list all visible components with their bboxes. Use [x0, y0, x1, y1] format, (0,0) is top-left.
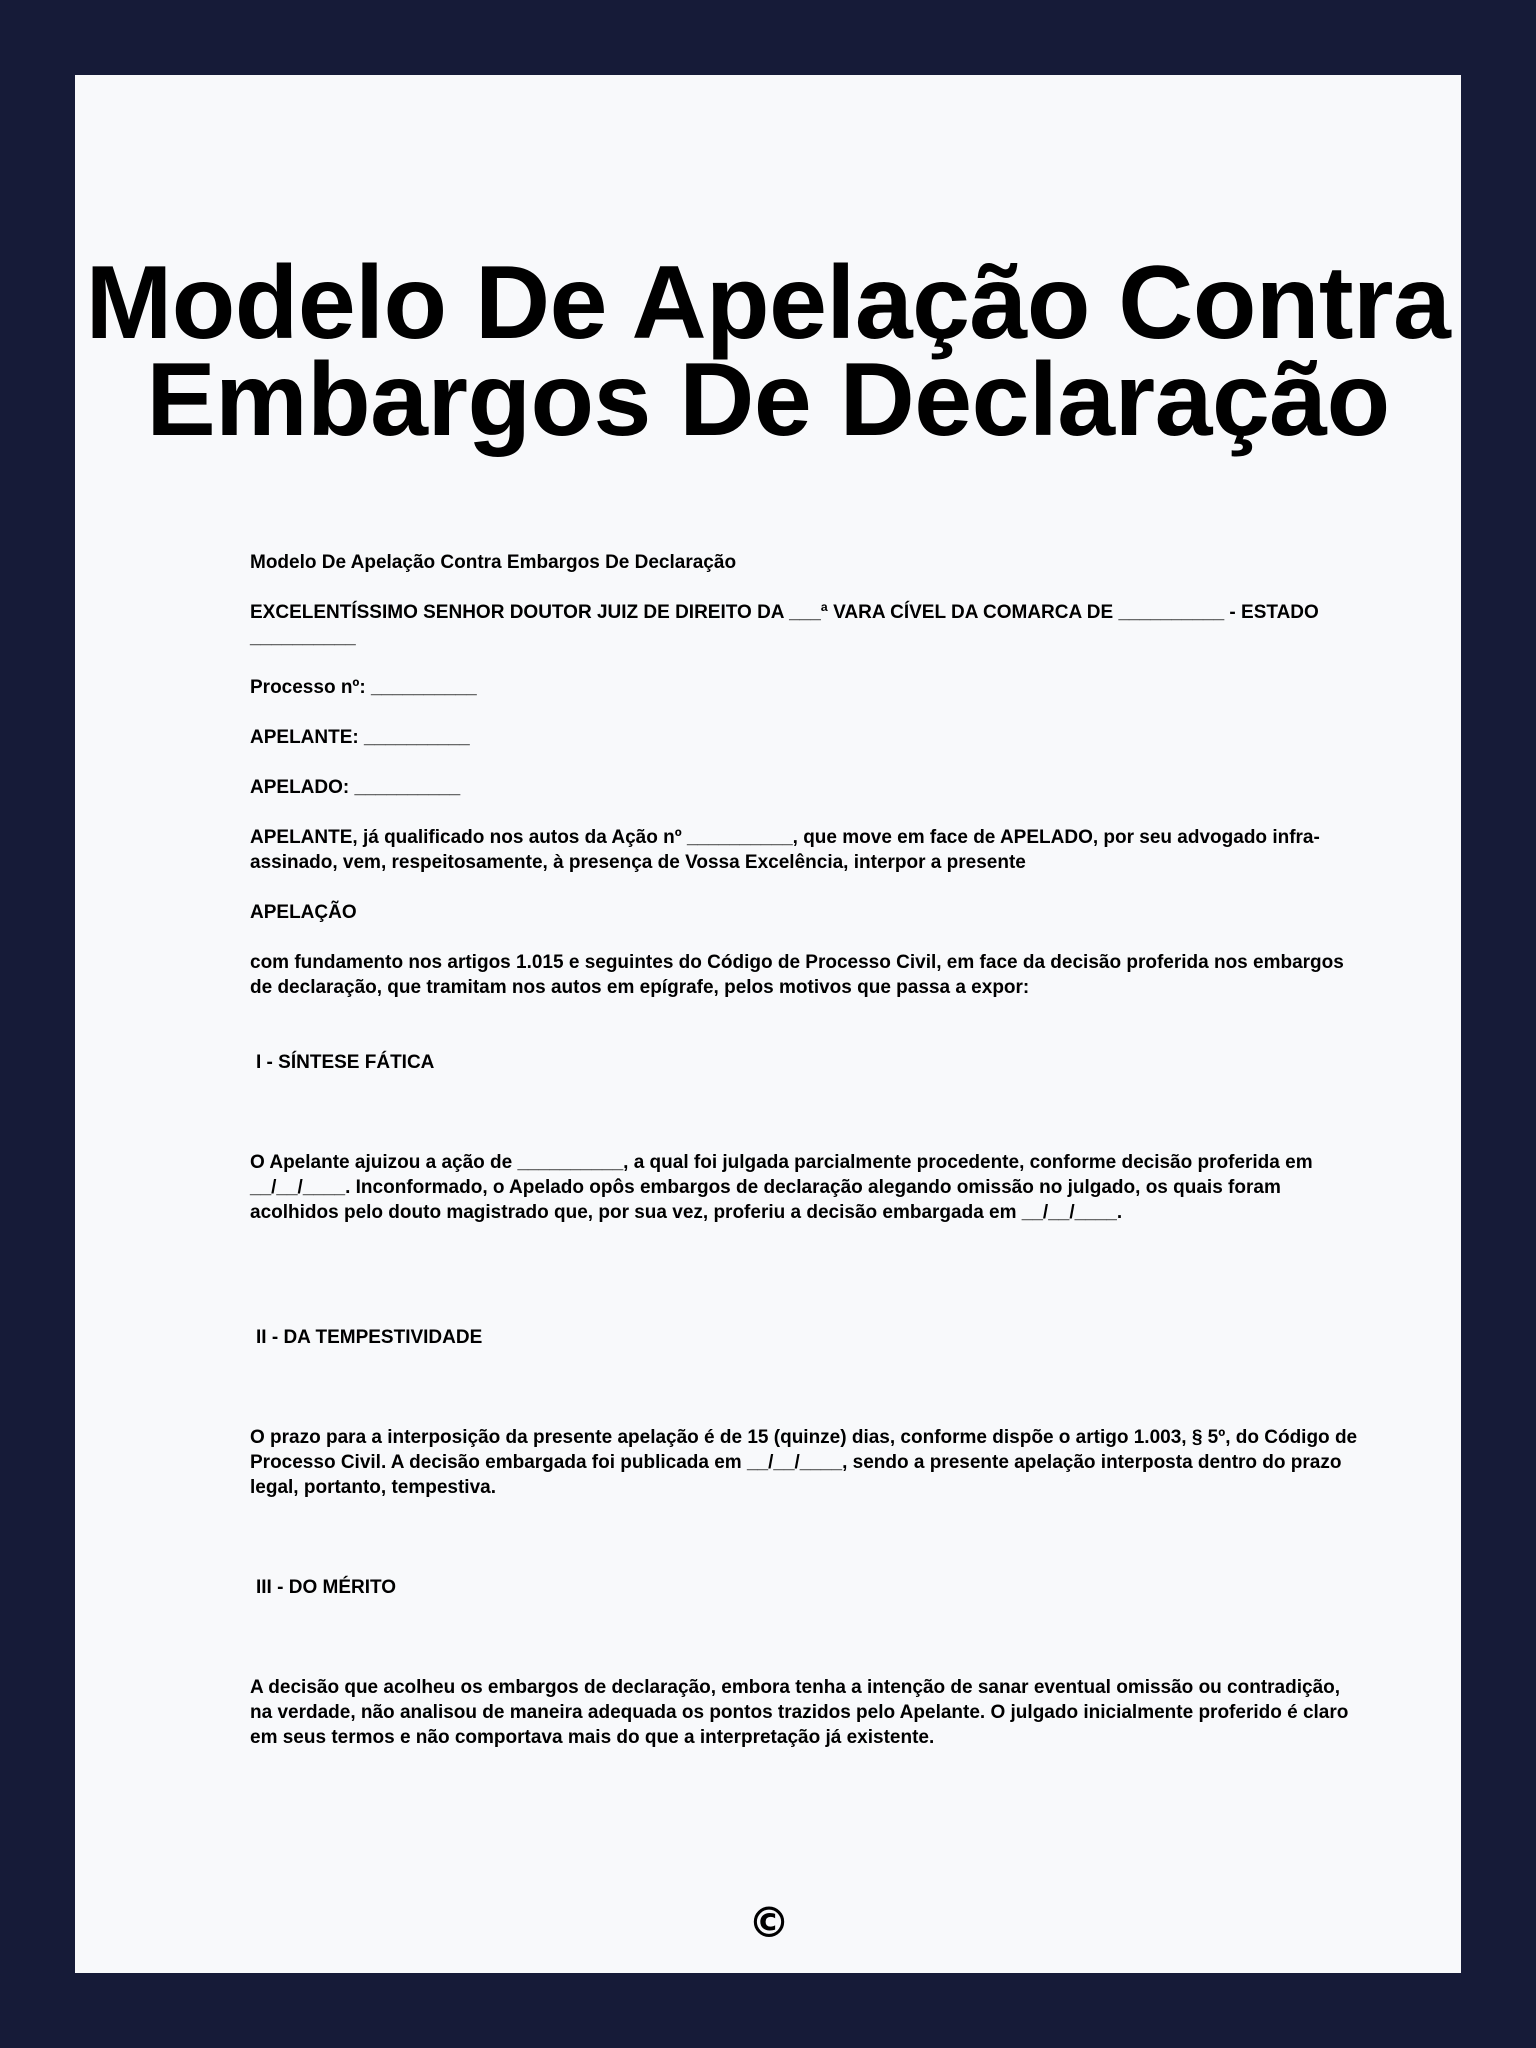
- document-title: [75, 245, 1461, 458]
- copyright-icon: ©: [748, 1898, 790, 1947]
- section-heading-synthesis: I - SÍNTESE FÁTICA: [256, 1052, 435, 1073]
- section-text-synthesis: O Apelante ajuizou a ação de __________, a qual foi julgada parcialmente procedente, conforme decisão proferida em __/__/____. Inconformado, o Apelado opôs embargos de declaração alegando omissão no julgado, os quais foram acolhidos pelo douto magistrado que, por sua vez, proferiu a decisão embargada em __/__/____.: [250, 1152, 1313, 1223]
- section-heading-timeliness: II - DA TEMPESTIVIDADE: [256, 1327, 483, 1348]
- document-title-line-2: Embargos De Declaração: [146, 342, 1390, 458]
- appellant-field: APELANTE: __________: [250, 727, 470, 748]
- document-title-line-1: Modelo De Apelação Contra: [85, 245, 1451, 361]
- process-number: Processo nº: __________: [250, 677, 477, 698]
- intro-paragraph: APELANTE, já qualificado nos autos da Ação nº __________, que move em face de APELADO, por seu advogado infra-assinado, vem, respeitosamente, à presença de Vossa Excelência, interpor a presente: [250, 827, 1320, 873]
- section-text-timeliness: O prazo para a interposição da presente apelação é de 15 (quinze) dias, conforme dispõe o artigo 1.003, § 5º, do Código de Processo Civil. A decisão embargada foi publicada em __/__/____, sendo a presente apelação interposta dentro do prazo legal, portanto, tempestiva.: [250, 1427, 1358, 1498]
- section-heading-merit: III - DO MÉRITO: [256, 1577, 397, 1598]
- appeal-word: APELAÇÃO: [250, 902, 357, 923]
- section-text-merit: A decisão que acolheu os embargos de declaração, embora tenha a intenção de sanar eventual omissão ou contradição, na verdade, não analisou de maneira adequada os pontos trazidos pelo Apelante. O julgado inicialmente proferido é claro em seus termos e não comportava mais do que a interpretação já existente.: [250, 1677, 1349, 1748]
- appellee-field: APELADO: __________: [250, 777, 461, 798]
- document-subtitle: Modelo De Apelação Contra Embargos De Declaração: [250, 552, 737, 573]
- court-address: EXCELENTÍSSIMO SENHOR DOUTOR JUIZ DE DIREITO DA ___ª VARA CÍVEL DA COMARCA DE __________ - ESTADO __________: [250, 602, 1319, 648]
- basis-paragraph: com fundamento nos artigos 1.015 e seguintes do Código de Processo Civil, em face da decisão proferida nos embargos de declaração, que tramitam nos autos em epígrafe, pelos motivos que passa a expor:: [250, 952, 1344, 998]
- document-page: [75, 75, 1461, 1973]
